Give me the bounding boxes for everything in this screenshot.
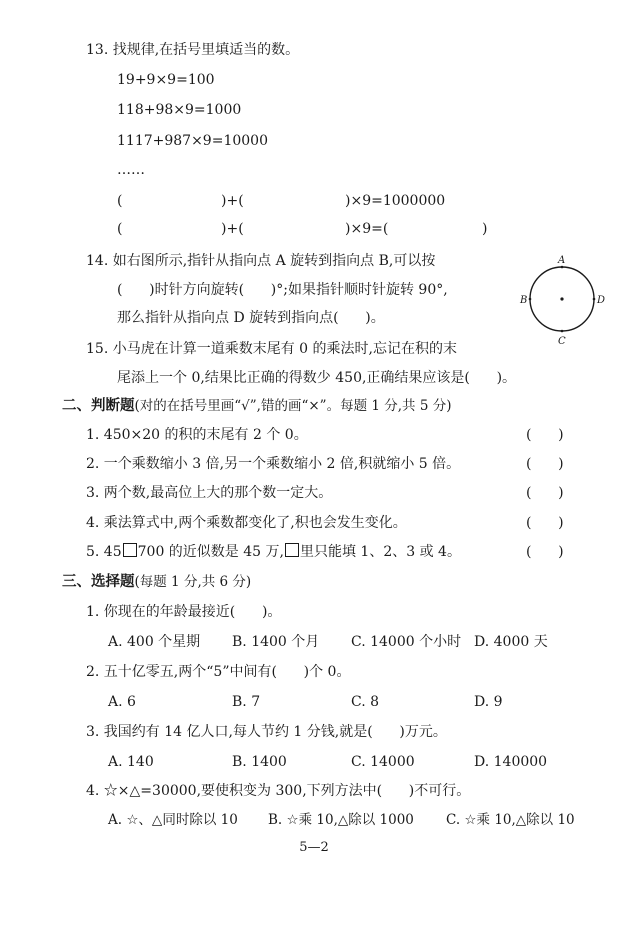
q14-line-1: 14. 如右图所示,指针从指向点 A 旋转到指向点 B,可以按 [86,253,436,269]
judge-item-5-post: 里只能填 1、2、3 或 4。 [299,544,461,560]
choice-q1-stem[interactable]: 1. 你现在的年龄最接近( )。 [86,604,282,620]
q14-line-2[interactable]: ( )时针方向旋转( )°;如果指针顺时针旋转 90°, [117,282,448,298]
judge-item-5-mid: 700 的近似数是 45 万, [137,544,284,560]
choice-q1-option-a[interactable]: A. 400 个星期 [108,634,201,650]
choice-q4-option-a[interactable]: A. ☆、△同时除以 10 [108,812,238,828]
q13-blank1-plus[interactable]: )+( [221,193,244,209]
dial-point-top [561,266,564,269]
q15-line-1: 15. 小马虎在计算一道乘数末尾有 0 的乘法时,忘记在积的末 [86,341,457,357]
section-2-heading [62,396,451,416]
choice-q4-stem[interactable]: 4. ☆×△=30000,要使积变为 300,下列方法中( )不可行。 [86,783,471,799]
dial-label-b: B [520,295,528,306]
judge-answer-4[interactable]: ( ) [526,515,564,531]
judge-answer-3[interactable]: ( ) [526,485,564,501]
q14-line-3[interactable]: 那么指针从指向点 D 旋转到指向点( )。 [117,310,385,326]
q13-blank2-plus[interactable]: )+( [221,221,244,237]
dial-point-left [529,298,532,301]
choice-q3-option-d[interactable]: D. 140000 [474,754,548,770]
judge-item-4: 4. 乘法算式中,两个乘数都变化了,积也会发生变化。 [86,515,407,531]
dial-label-d: D [597,295,606,306]
choice-q4-option-b[interactable]: B. ☆乘 10,△除以 1000 [268,812,414,828]
q13-stem: 13. 找规律,在括号里填适当的数。 [86,42,300,58]
judge-answer-1[interactable]: ( ) [526,427,564,443]
choice-q2-option-b[interactable]: B. 7 [232,694,261,710]
judge-item-2: 2. 一个乘数缩小 3 倍,另一个乘数缩小 2 倍,积就缩小 5 倍。 [86,456,461,472]
choice-q3-option-b[interactable]: B. 1400 [232,754,287,770]
section-3-note: (每题 1 分,共 6 分) [134,574,252,590]
section-3-title: 三、选择题 [62,573,135,590]
clock-dial-figure [516,255,608,347]
dial-point-right [593,298,596,301]
choice-q1-option-c[interactable]: C. 14000 个小时 [351,634,462,650]
q13-pattern-2: 118+98×9=1000 [117,102,242,118]
section-3-heading [62,572,251,592]
q15-line-2[interactable]: 尾添上一个 0,结果比正确的得数少 450,正确结果应该是( )。 [117,370,517,386]
section-2-title: 二、判断题 [62,397,135,414]
q13-pattern-3: 1117+987×9=10000 [117,133,268,149]
q13-blank1-result: )×9=1000000 [345,193,446,209]
dial-label-a: A [558,255,566,266]
dial-point-bottom [561,330,564,333]
dial-center-dot [560,297,563,300]
q13-blank1-open[interactable]: ( [117,193,123,209]
q13-ellipsis: …… [117,162,145,178]
judge-answer-2[interactable]: ( ) [526,456,564,472]
judge-item-5-pre: 5. 45 [86,544,122,560]
choice-q1-option-b[interactable]: B. 1400 个月 [232,634,320,650]
choice-q3-option-a[interactable]: A. 140 [108,754,154,770]
q13-blank2-close: ) [482,221,488,237]
section-2-note: (对的在括号里画“√”,错的画“×”。每题 1 分,共 5 分) [134,398,452,414]
q13-blank2-open[interactable]: ( [117,221,123,237]
choice-q2-option-d[interactable]: D. 9 [474,694,503,710]
choice-q3-option-c[interactable]: C. 14000 [351,754,415,770]
choice-q2-option-a[interactable]: A. 6 [108,694,136,710]
blank-square-icon [285,543,299,557]
dial-label-c: C [558,336,566,347]
blank-square-icon [123,543,137,557]
page-number: 5—2 [299,840,329,855]
choice-q2-stem[interactable]: 2. 五十亿零五,两个“5”中间有( )个 0。 [86,664,351,680]
choice-q3-stem[interactable]: 3. 我国约有 14 亿人口,每人节约 1 分钱,就是( )万元。 [86,724,447,740]
judge-answer-5[interactable]: ( ) [526,544,564,560]
choice-q1-option-d[interactable]: D. 4000 天 [474,634,548,650]
choice-q2-option-c[interactable]: C. 8 [351,694,380,710]
q13-pattern-1: 19+9×9=100 [117,72,215,88]
judge-item-3: 3. 两个数,最高位上大的那个数一定大。 [86,485,333,501]
judge-item-5 [86,542,461,562]
judge-item-1: 1. 450×20 的积的末尾有 2 个 0。 [86,427,308,443]
choice-q4-option-c[interactable]: C. ☆乘 10,△除以 10 [446,812,575,828]
q13-blank2-times[interactable]: )×9=( [345,221,389,237]
